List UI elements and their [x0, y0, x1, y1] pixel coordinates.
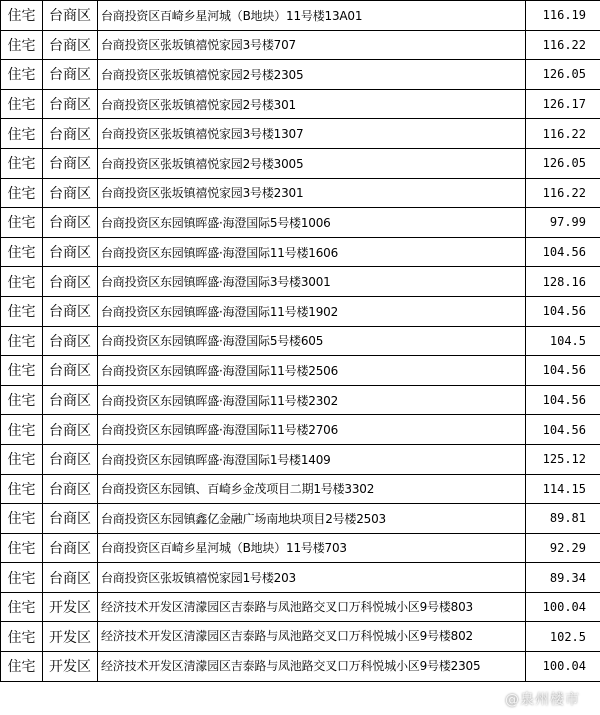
- district-cell: 台商区: [43, 356, 98, 386]
- address-cell: 台商投资区百崎乡星河城（B地块）11号楼13A01: [98, 1, 526, 31]
- table-row: [1, 652, 600, 682]
- district-cell: 台商区: [43, 1, 98, 31]
- type-cell: 住宅: [1, 326, 43, 356]
- area-cell: 128.16: [526, 267, 600, 297]
- address-cell: 台商投资区东园镇晖盛·海澄国际11号楼2302: [98, 385, 526, 415]
- type-cell: 住宅: [1, 563, 43, 593]
- table-row: [1, 533, 600, 563]
- district-cell: 台商区: [43, 444, 98, 474]
- table-row: [1, 415, 600, 445]
- type-cell: 住宅: [1, 356, 43, 386]
- area-cell: 116.22: [526, 30, 600, 60]
- district-cell: 台商区: [43, 504, 98, 534]
- district-cell: 台商区: [43, 415, 98, 445]
- table-row: [1, 178, 600, 208]
- area-cell: 116.22: [526, 119, 600, 149]
- table-row: [1, 119, 600, 149]
- area-cell: 126.17: [526, 89, 600, 119]
- table-row: [1, 385, 600, 415]
- watermark: @泉州楼市: [505, 692, 580, 708]
- type-cell: 住宅: [1, 385, 43, 415]
- address-cell: 台商投资区张坂镇禧悦家园3号楼1307: [98, 119, 526, 149]
- type-cell: 住宅: [1, 533, 43, 563]
- district-cell: 台商区: [43, 326, 98, 356]
- area-cell: 89.81: [526, 504, 600, 534]
- address-cell: 台商投资区东园镇晖盛·海澄国际11号楼1606: [98, 237, 526, 267]
- area-cell: 104.56: [526, 237, 600, 267]
- type-cell: 住宅: [1, 208, 43, 238]
- address-cell: 台商投资区百崎乡星河城（B地块）11号楼703: [98, 533, 526, 563]
- district-cell: 台商区: [43, 178, 98, 208]
- address-cell: 台商投资区张坂镇禧悦家园1号楼203: [98, 563, 526, 593]
- table-row: [1, 326, 600, 356]
- type-cell: 住宅: [1, 652, 43, 682]
- type-cell: 住宅: [1, 148, 43, 178]
- type-cell: 住宅: [1, 415, 43, 445]
- district-cell: 台商区: [43, 30, 98, 60]
- district-cell: 台商区: [43, 267, 98, 297]
- area-cell: 97.99: [526, 208, 600, 238]
- address-cell: 台商投资区东园镇晖盛·海澄国际1号楼1409: [98, 444, 526, 474]
- address-cell: 台商投资区东园镇晖盛·海澄国际11号楼2506: [98, 356, 526, 386]
- table-row: [1, 592, 600, 622]
- table-row: [1, 89, 600, 119]
- address-cell: 台商投资区东园镇晖盛·海澄国际3号楼3001: [98, 267, 526, 297]
- area-cell: 126.05: [526, 60, 600, 90]
- area-cell: 104.56: [526, 356, 600, 386]
- type-cell: 住宅: [1, 1, 43, 31]
- address-cell: 台商投资区东园镇晖盛·海澄国际5号楼605: [98, 326, 526, 356]
- address-cell: 台商投资区张坂镇禧悦家园2号楼3005: [98, 148, 526, 178]
- district-cell: 开发区: [43, 652, 98, 682]
- table-row: [1, 267, 600, 297]
- type-cell: 住宅: [1, 60, 43, 90]
- area-cell: 104.56: [526, 415, 600, 445]
- area-cell: 104.56: [526, 296, 600, 326]
- area-cell: 92.29: [526, 533, 600, 563]
- type-cell: 住宅: [1, 178, 43, 208]
- address-cell: 经济技术开发区清濛园区吉泰路与凤池路交叉口万科悦城小区9号楼2305: [98, 652, 526, 682]
- district-cell: 台商区: [43, 208, 98, 238]
- area-cell: 116.22: [526, 178, 600, 208]
- district-cell: 开发区: [43, 622, 98, 652]
- district-cell: 台商区: [43, 119, 98, 149]
- type-cell: 住宅: [1, 504, 43, 534]
- address-cell: 经济技术开发区清濛园区吉泰路与凤池路交叉口万科悦城小区9号楼802: [98, 622, 526, 652]
- address-cell: 台商投资区张坂镇禧悦家园2号楼301: [98, 89, 526, 119]
- district-cell: 台商区: [43, 474, 98, 504]
- type-cell: 住宅: [1, 89, 43, 119]
- district-cell: 台商区: [43, 563, 98, 593]
- table-row: [1, 356, 600, 386]
- type-cell: 住宅: [1, 237, 43, 267]
- address-cell: 台商投资区东园镇鑫亿金融广场南地块项目2号楼2503: [98, 504, 526, 534]
- address-cell: 台商投资区东园镇晖盛·海澄国际5号楼1006: [98, 208, 526, 238]
- table-row: [1, 563, 600, 593]
- housing-table-body: [1, 1, 600, 682]
- district-cell: 台商区: [43, 89, 98, 119]
- table-row: [1, 296, 600, 326]
- type-cell: 住宅: [1, 622, 43, 652]
- table-row: [1, 148, 600, 178]
- address-cell: 台商投资区东园镇晖盛·海澄国际11号楼1902: [98, 296, 526, 326]
- table-row: [1, 504, 600, 534]
- type-cell: 住宅: [1, 267, 43, 297]
- district-cell: 台商区: [43, 385, 98, 415]
- type-cell: 住宅: [1, 119, 43, 149]
- table-row: [1, 30, 600, 60]
- address-cell: 台商投资区张坂镇禧悦家园2号楼2305: [98, 60, 526, 90]
- table-row: [1, 474, 600, 504]
- table-row: [1, 622, 600, 652]
- area-cell: 104.5: [526, 326, 600, 356]
- district-cell: 开发区: [43, 592, 98, 622]
- district-cell: 台商区: [43, 60, 98, 90]
- district-cell: 台商区: [43, 296, 98, 326]
- type-cell: 住宅: [1, 30, 43, 60]
- table-row: [1, 1, 600, 31]
- address-cell: 台商投资区张坂镇禧悦家园3号楼2301: [98, 178, 526, 208]
- address-cell: 台商投资区张坂镇禧悦家园3号楼707: [98, 30, 526, 60]
- area-cell: 116.19: [526, 1, 600, 31]
- area-cell: 89.34: [526, 563, 600, 593]
- address-cell: 台商投资区东园镇、百崎乡金茂项目二期1号楼3302: [98, 474, 526, 504]
- type-cell: 住宅: [1, 296, 43, 326]
- area-cell: 114.15: [526, 474, 600, 504]
- address-cell: 经济技术开发区清濛园区吉泰路与凤池路交叉口万科悦城小区9号楼803: [98, 592, 526, 622]
- address-cell: 台商投资区东园镇晖盛·海澄国际11号楼2706: [98, 415, 526, 445]
- area-cell: 102.5: [526, 622, 600, 652]
- type-cell: 住宅: [1, 474, 43, 504]
- area-cell: 100.04: [526, 652, 600, 682]
- area-cell: 104.56: [526, 385, 600, 415]
- table-row: [1, 60, 600, 90]
- area-cell: 125.12: [526, 444, 600, 474]
- table-row: [1, 237, 600, 267]
- area-cell: 126.05: [526, 148, 600, 178]
- district-cell: 台商区: [43, 237, 98, 267]
- type-cell: 住宅: [1, 592, 43, 622]
- district-cell: 台商区: [43, 533, 98, 563]
- table-row: [1, 208, 600, 238]
- type-cell: 住宅: [1, 444, 43, 474]
- district-cell: 台商区: [43, 148, 98, 178]
- area-cell: 100.04: [526, 592, 600, 622]
- table-row: [1, 444, 600, 474]
